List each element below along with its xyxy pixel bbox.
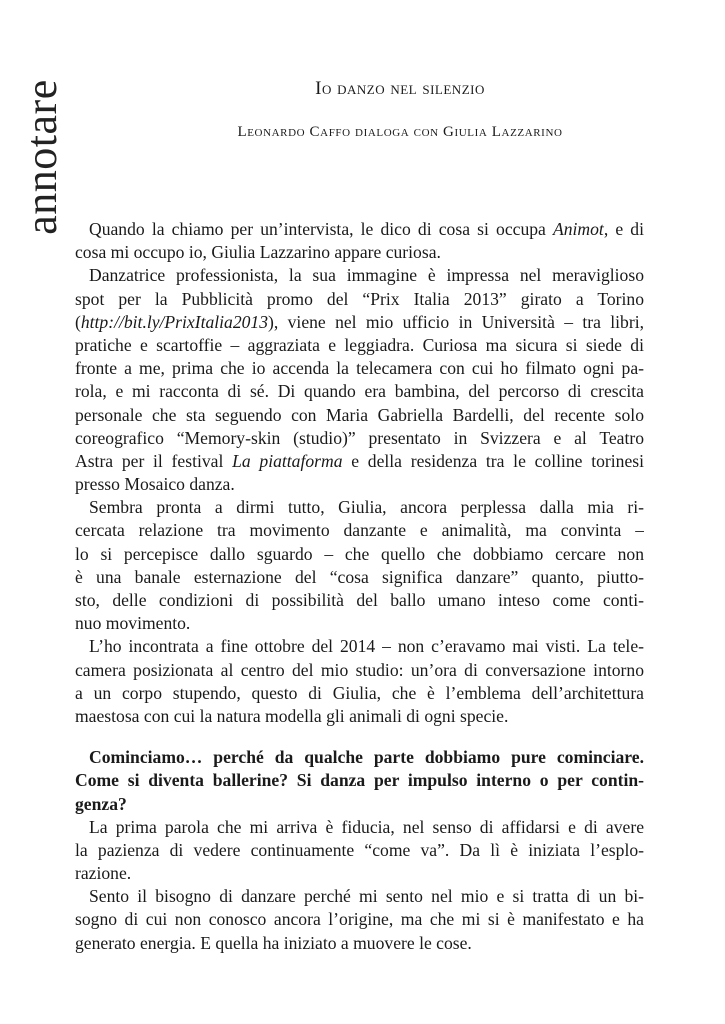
text-line: la pazienza di vedere continuamente “come va”. Da lì è iniziata l’esplo-: [75, 839, 644, 860]
link-text: http://bit.ly/PrixItalia2013: [80, 311, 269, 332]
text-run: Quando la chiamo per un’intervista, le dico di cosa si occupa: [89, 219, 553, 239]
text-line: è una banale esternazione del “cosa significa danzare” quanto, piutto-: [75, 566, 644, 587]
text-line: cosa mi occupo io, Giulia Lazzarino appare curiosa.: [75, 242, 441, 263]
running-side-label: annotare: [17, 79, 66, 235]
paragraph-conversation: [75, 496, 644, 635]
article-body: [75, 218, 644, 955]
article-title: Io danzo nel silenzio: [315, 78, 485, 99]
text-line: sogno di cui non conosco ancora l’origine, ma che mi si è manifestato e ha: [75, 909, 644, 930]
text-line: rola, e mi racconta di sé. Di quando era bambina, del percorso di crescita: [75, 381, 644, 402]
text-line: genza?: [75, 793, 127, 814]
section-spacer: [75, 728, 644, 746]
text-line: razione.: [75, 863, 132, 884]
text-line: pratiche e scartoffie – aggraziata e leggiadra. Curiosa ma sicura si siede di: [75, 334, 644, 355]
text-run: , e di: [603, 219, 644, 239]
text-line: camera posizionata al centro del mio studio: un’ora di conversazione intorno: [75, 659, 644, 680]
text-line: Danzatrice professionista, la sua immagine è impressa nel meraviglioso: [89, 265, 644, 286]
text-run: ), viene nel mio ufficio in Università – tra libri,: [268, 311, 644, 332]
text-line: Sembra pronta a dirmi tutto, Giulia, ancora perplessa dalla mia ri-: [89, 497, 644, 518]
article-subtitle: Leonardo Caffo dialoga con Giulia Lazzarino: [237, 124, 563, 140]
italic-title-animot: Animot: [552, 219, 604, 239]
text-line: cercata relazione tra movimento danzante e animalità, ma convinta –: [75, 520, 644, 541]
text-line: lo si percepisce dallo sguardo – che quello che dobbiamo cercare non: [75, 543, 644, 564]
text-line: Come si diventa ballerine? Si danza per impulso interno o per contin-: [75, 770, 644, 791]
paragraph-meeting: [75, 635, 644, 728]
text-line: spot per la Pubblicità promo del “Prix Italia 2013” girato a Torino: [75, 288, 644, 309]
text-line: a un corpo stupendo, questo di Giulia, che è l’emblema dell’architettura: [75, 682, 644, 703]
text-line: generato energia. E quella ha iniziato a muovere le cose.: [75, 932, 472, 953]
paragraph-profile: [75, 264, 644, 496]
text-line: personale che sta seguendo con Maria Gabriella Bardelli, del recente solo: [75, 404, 644, 425]
text-line: Cominciamo… perché da qualche parte dobbiamo pure cominciare.: [89, 747, 644, 768]
text-line: sto, delle condizioni di possibilità del ballo umano inteso come conti-: [75, 590, 644, 610]
interview-answer-paragraph: [75, 816, 644, 886]
text-run: Astra per il festival: [75, 450, 233, 471]
text-line: presso Mosaico danza.: [75, 474, 235, 495]
text-run: (: [75, 311, 81, 332]
text-line: [75, 218, 644, 241]
text-line: La prima parola che mi arriva è fiducia, nel senso di affidarsi e di avere: [89, 816, 644, 837]
text-line: [75, 311, 644, 334]
text-line: [75, 450, 644, 473]
interview-answer-paragraph: [75, 885, 644, 955]
text-line: Sento il bisogno di danzare perché mi sento nel mio e si tratta di un bi-: [89, 886, 644, 907]
text-run: e della residenza tra le colline torinesi: [342, 450, 644, 471]
italic-festival-name: La piattaforma: [232, 450, 343, 471]
text-line: fronte a me, prima che io accenda la telecamera con cui ho filmato ogni pa-: [75, 358, 644, 379]
interview-question: [75, 746, 644, 816]
text-line: nuo movimento.: [75, 613, 191, 634]
text-line: coreografico “Memory-skin (studio)” presentato in Svizzera e al Teatro: [75, 427, 644, 448]
paragraph-intro: [75, 218, 644, 264]
text-line: maestosa con cui la natura modella gli animali di ogni specie.: [75, 705, 509, 726]
text-line: L’ho incontrata a fine ottobre del 2014 – non c’eravamo mai visti. La tele-: [89, 636, 644, 657]
